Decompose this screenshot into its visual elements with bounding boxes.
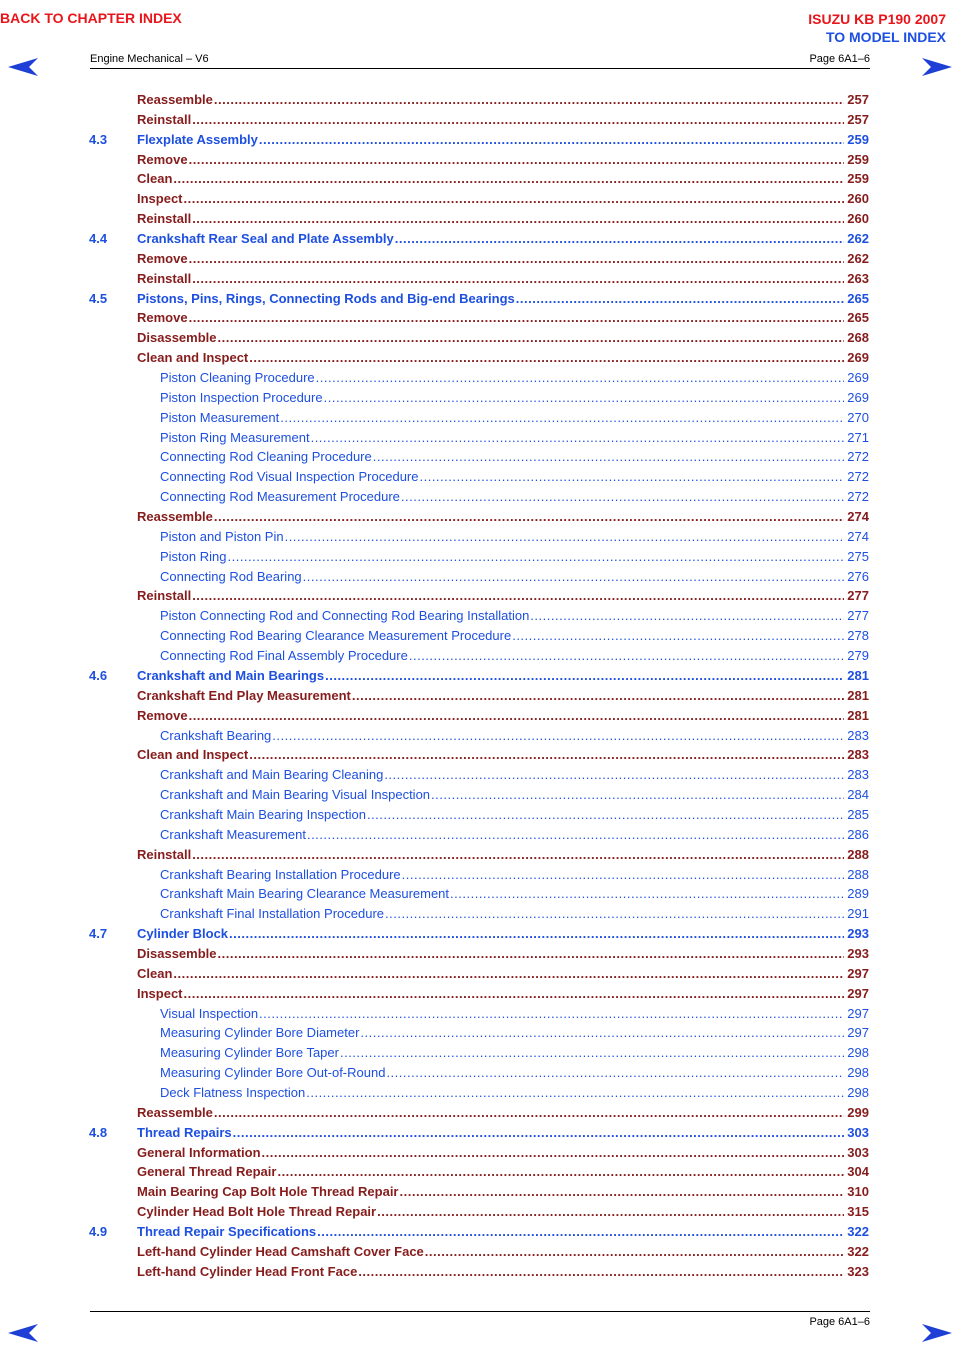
toc-entry-title[interactable]: Cylinder Block [137,924,229,944]
toc-entry-title[interactable]: Crankshaft Rear Seal and Plate Assembly [137,229,395,249]
toc-entry[interactable] [89,1043,869,1063]
toc-entry-title[interactable]: Left-hand Cylinder Head Camshaft Cover Face [137,1242,425,1262]
toc-entry[interactable] [89,825,869,845]
model-title-block [808,10,946,46]
toc-entry-title[interactable]: Piston Ring Measurement [160,428,311,448]
toc-page-number[interactable]: 291 [847,906,869,922]
toc-page-number[interactable]: 289 [847,886,869,902]
toc-page-number[interactable]: 265 [847,310,869,326]
toc-entry-title[interactable]: Reinstall [137,110,192,130]
toc-page-number[interactable]: 279 [847,648,869,664]
toc-page-number[interactable]: 288 [847,846,869,862]
toc-page-number[interactable]: 268 [847,330,869,346]
next-page-arrow-icon[interactable] [922,58,952,76]
toc-page-number[interactable]: 272 [847,489,869,505]
toc-dot-leader [272,726,844,746]
toc-section-number: 4.8 [89,1124,108,1140]
toc-entry-title[interactable]: Remove [137,249,189,269]
toc-entry[interactable] [89,924,869,944]
toc-dot-leader [325,666,844,686]
toc-dot-leader [385,904,844,924]
toc-dot-leader [360,1023,844,1043]
toc-entry[interactable] [89,447,869,467]
toc-dot-leader [173,169,844,189]
toc-entry[interactable] [89,527,869,547]
toc-dot-leader [340,1043,844,1063]
toc-page-number[interactable]: 270 [847,409,869,425]
toc-page-number[interactable]: 304 [847,1164,869,1180]
toc-dot-leader [316,368,845,388]
toc-entry-title[interactable]: Piston Connecting Rod and Connecting Rod Bearing Installation [160,606,530,626]
toc-entry-title[interactable]: Reassemble [137,1103,214,1123]
toc-page-number[interactable]: 293 [847,926,869,942]
toc-section-number: 4.6 [89,667,108,683]
table-of-contents [89,90,869,1282]
toc-dot-leader [189,308,845,328]
toc-dot-leader [218,328,845,348]
toc-entry-title[interactable]: Measuring Cylinder Bore Out-of-Round [160,1063,386,1083]
to-model-index-link[interactable]: TO MODEL INDEX [825,29,946,45]
toc-entry-title[interactable]: Piston and Piston Pin [160,527,285,547]
toc-entry-title[interactable]: Disassemble [137,328,218,348]
toc-entry[interactable] [89,805,869,825]
toc-dot-leader [189,706,845,726]
toc-dot-leader [303,567,845,587]
toc-dot-leader [189,249,845,269]
footer-divider [90,1311,870,1312]
prev-page-arrow-icon[interactable] [8,1324,38,1342]
toc-entry-title[interactable]: Reassemble [137,90,214,110]
toc-dot-leader [259,130,844,150]
toc-dot-leader [386,1063,844,1083]
toc-dot-leader [280,408,844,428]
toc-entry[interactable] [89,666,869,686]
toc-entry-title[interactable]: Visual Inspection [160,1004,259,1024]
toc-entry[interactable] [89,1023,869,1043]
toc-page-number[interactable]: 269 [847,389,869,405]
prev-page-arrow-icon[interactable] [8,58,38,76]
toc-dot-leader [401,487,844,507]
toc-page-number[interactable]: 278 [847,628,869,644]
toc-page-number[interactable]: 298 [847,1084,869,1100]
toc-dot-leader [367,805,844,825]
toc-entry-title[interactable]: Clean and Inspect [137,745,249,765]
toc-entry[interactable] [89,150,869,170]
toc-dot-leader [192,110,844,130]
toc-page-number[interactable]: 262 [847,231,869,247]
toc-entry-title[interactable]: Connecting Rod Visual Inspection Procedure [160,467,419,487]
toc-section-number: 4.7 [89,926,108,942]
toc-dot-leader [307,825,844,845]
toc-entry-title[interactable]: Pistons, Pins, Rings, Connecting Rods and Big-end Bearings [137,289,516,309]
toc-entry-title[interactable]: Piston Cleaning Procedure [160,368,316,388]
toc-dot-leader [249,745,844,765]
toc-dot-leader [311,428,845,448]
toc-dot-leader [233,1123,845,1143]
toc-page-number[interactable]: 323 [847,1263,869,1279]
toc-entry-title[interactable]: Piston Ring [160,547,227,567]
toc-page-number[interactable]: 303 [847,1144,869,1160]
toc-page-number[interactable]: 272 [847,449,869,465]
toc-page-number[interactable]: 259 [847,171,869,187]
toc-entry[interactable] [89,289,869,309]
toc-dot-leader [419,467,844,487]
toc-entry[interactable] [89,904,869,924]
next-page-arrow-icon[interactable] [922,1324,952,1342]
toc-page-number[interactable]: 269 [847,350,869,366]
back-to-chapter-index-link[interactable]: BACK TO CHAPTER INDEX [0,10,182,26]
toc-page-number[interactable]: 260 [847,191,869,207]
toc-entry[interactable] [89,586,869,606]
toc-dot-leader [431,785,844,805]
toc-entry-title[interactable]: Piston Inspection Procedure [160,388,324,408]
toc-entry[interactable] [89,328,869,348]
toc-page-number[interactable]: 262 [847,250,869,266]
toc-page-number[interactable]: 263 [847,270,869,286]
toc-dot-leader [214,90,844,110]
toc-entry-title[interactable]: Crankshaft Main Bearing Inspection [160,805,367,825]
toc-dot-leader [400,1182,845,1202]
toc-dot-leader [395,229,845,249]
toc-dot-leader [184,984,845,1004]
toc-page-number[interactable]: 265 [847,290,869,306]
toc-entry[interactable] [89,1242,869,1262]
toc-entry[interactable] [89,706,869,726]
toc-dot-leader [262,1143,845,1163]
toc-entry[interactable] [89,646,869,666]
toc-entry[interactable] [89,110,869,130]
toc-dot-leader [214,507,844,527]
toc-dot-leader [512,626,844,646]
toc-entry-title[interactable]: Thread Repairs [137,1123,233,1143]
toc-dot-leader [352,686,844,706]
toc-page-number[interactable]: 293 [847,945,869,961]
toc-entry-title[interactable]: Thread Repair Specifications [137,1222,317,1242]
toc-page-number[interactable]: 298 [847,1045,869,1061]
toc-entry-title[interactable]: Crankshaft End Play Measurement [137,686,352,706]
toc-entry-title[interactable]: Remove [137,150,189,170]
toc-section-number: 4.9 [89,1223,108,1239]
toc-dot-leader [358,1262,844,1282]
toc-section-number: 4.3 [89,131,108,147]
model-title: ISUZU KB P190 2007 [808,11,946,27]
toc-page-number[interactable]: 315 [847,1204,869,1220]
toc-entry-title[interactable]: General Information [137,1143,262,1163]
toc-entry[interactable] [89,1222,869,1242]
toc-page-number[interactable]: 257 [847,111,869,127]
toc-entry-title[interactable]: Measuring Cylinder Bore Taper [160,1043,340,1063]
header-divider [90,68,870,69]
toc-dot-leader [218,944,845,964]
toc-entry[interactable] [89,726,869,746]
toc-entry-title[interactable]: Reinstall [137,269,192,289]
toc-page-number[interactable]: 281 [847,707,869,723]
toc-dot-leader [192,269,844,289]
toc-entry[interactable] [89,1083,869,1103]
toc-dot-leader [184,189,845,209]
toc-entry[interactable] [89,606,869,626]
toc-entry-title[interactable]: Reassemble [137,507,214,527]
toc-entry-title[interactable]: Left-hand Cylinder Head Front Face [137,1262,358,1282]
toc-page-number[interactable]: 285 [847,806,869,822]
toc-page-number[interactable]: 277 [847,608,869,624]
toc-entry-title[interactable]: Connecting Rod Measurement Procedure [160,487,401,507]
toc-entry[interactable] [89,1123,869,1143]
toc-page-number[interactable]: 284 [847,787,869,803]
toc-section-number: 4.4 [89,231,108,247]
toc-entry[interactable] [89,269,869,289]
toc-entry-title[interactable]: Crankshaft and Main Bearings [137,666,325,686]
toc-entry[interactable] [89,189,869,209]
toc-entry[interactable] [89,1182,869,1202]
toc-page-number[interactable]: 281 [847,687,869,703]
toc-page-number[interactable]: 257 [847,92,869,107]
header-page-number: Page 6A1–6 [809,53,870,65]
toc-dot-leader [450,884,844,904]
toc-page-number[interactable]: 275 [847,548,869,564]
toc-dot-leader [377,1202,844,1222]
toc-page-number[interactable]: 272 [847,469,869,485]
toc-dot-leader [227,547,844,567]
toc-entry[interactable] [89,1162,869,1182]
toc-entry[interactable] [89,130,869,150]
toc-entry-title[interactable]: Crankshaft Measurement [160,825,307,845]
toc-page-number[interactable]: 260 [847,211,869,227]
toc-entry-title[interactable]: Crankshaft Bearing [160,726,272,746]
toc-page-number[interactable]: 271 [847,429,869,445]
toc-page-number[interactable]: 274 [847,509,869,525]
toc-entry-title[interactable]: Main Bearing Cap Bolt Hole Thread Repair [137,1182,400,1202]
toc-dot-leader [192,845,844,865]
toc-dot-leader [277,1162,844,1182]
toc-dot-leader [317,1222,844,1242]
toc-dot-leader [259,1004,844,1024]
toc-entry[interactable] [89,944,869,964]
toc-page-number[interactable]: 283 [847,747,869,763]
toc-entry-title[interactable]: Deck Flatness Inspection [160,1083,306,1103]
toc-entry-title[interactable]: Crankshaft Bearing Installation Procedure [160,865,402,885]
toc-dot-leader [402,865,845,885]
toc-dot-leader [229,924,844,944]
toc-page-number[interactable]: 322 [847,1243,869,1259]
toc-entry-title[interactable]: Reinstall [137,845,192,865]
toc-dot-leader [530,606,844,626]
toc-page-number[interactable]: 322 [847,1223,869,1239]
toc-entry-title[interactable]: Inspect [137,189,184,209]
toc-entry-title[interactable]: Clean and Inspect [137,348,249,368]
toc-entry-title[interactable]: General Thread Repair [137,1162,277,1182]
toc-entry[interactable] [89,984,869,1004]
toc-page-number[interactable]: 259 [847,131,869,147]
toc-entry[interactable] [89,626,869,646]
toc-entry[interactable] [89,507,869,527]
toc-entry-title[interactable]: Measuring Cylinder Bore Diameter [160,1023,360,1043]
toc-entry-title[interactable]: Clean [137,964,173,984]
toc-entry-title[interactable]: Connecting Rod Bearing Clearance Measurement Procedure [160,626,512,646]
toc-dot-leader [192,586,844,606]
toc-entry-title[interactable]: Crankshaft Main Bearing Clearance Measurement [160,884,450,904]
toc-dot-leader [306,1083,844,1103]
toc-entry-title[interactable]: Crankshaft and Main Bearing Visual Inspection [160,785,431,805]
toc-entry-title[interactable]: Piston Measurement [160,408,280,428]
toc-entry[interactable] [89,1063,869,1083]
toc-entry[interactable] [89,964,869,984]
toc-entry[interactable] [89,884,869,904]
toc-dot-leader [249,348,844,368]
toc-page-number[interactable]: 283 [847,767,869,783]
toc-dot-leader [384,765,844,785]
toc-entry-title[interactable]: Remove [137,706,189,726]
toc-entry[interactable] [89,1103,869,1123]
toc-entry[interactable] [89,348,869,368]
toc-entry[interactable] [89,1202,869,1222]
toc-entry-title[interactable]: Reinstall [137,586,192,606]
toc-entry[interactable] [89,487,869,507]
toc-entry-title[interactable]: Disassemble [137,944,218,964]
toc-entry[interactable] [89,1004,869,1024]
toc-entry-title[interactable]: Connecting Rod Final Assembly Procedure [160,646,409,666]
toc-dot-leader [516,289,845,309]
toc-section-number: 4.5 [89,290,108,306]
toc-page-number[interactable]: 310 [847,1184,869,1200]
toc-entry[interactable] [89,1262,869,1282]
toc-page-number[interactable]: 277 [847,588,869,604]
toc-entry[interactable] [89,169,869,189]
toc-dot-leader [189,150,845,170]
toc-entry-title[interactable]: Remove [137,308,189,328]
toc-page-number[interactable]: 298 [847,1065,869,1081]
toc-entry-title[interactable]: Clean [137,169,173,189]
toc-entry[interactable] [89,567,869,587]
toc-dot-leader [409,646,844,666]
toc-dot-leader [192,209,844,229]
toc-dot-leader [173,964,844,984]
toc-page-number[interactable]: 269 [847,370,869,386]
toc-entry-title[interactable]: Crankshaft and Main Bearing Cleaning [160,765,384,785]
toc-entry-title[interactable]: Reinstall [137,209,192,229]
toc-page-number[interactable]: 286 [847,826,869,842]
toc-entry[interactable] [89,1143,869,1163]
toc-page-number[interactable]: 281 [847,667,869,683]
toc-entry-title[interactable]: Connecting Rod Cleaning Procedure [160,447,373,467]
toc-entry-title[interactable]: Crankshaft Final Installation Procedure [160,904,385,924]
toc-entry[interactable] [89,388,869,408]
toc-entry[interactable] [89,368,869,388]
toc-entry[interactable] [89,408,869,428]
toc-entry[interactable] [89,209,869,229]
toc-page-number[interactable]: 274 [847,528,869,544]
toc-entry[interactable] [89,845,869,865]
toc-entry[interactable] [89,547,869,567]
footer-page-number: Page 6A1–6 [809,1316,870,1328]
toc-entry[interactable] [89,428,869,448]
toc-entry[interactable] [89,686,869,706]
toc-page-number[interactable]: 283 [847,727,869,743]
toc-page-number[interactable]: 303 [847,1124,869,1140]
toc-entry-title[interactable]: Cylinder Head Bolt Hole Thread Repair [137,1202,377,1222]
toc-entry[interactable] [89,249,869,269]
toc-entry[interactable] [89,865,869,885]
toc-dot-leader [373,447,845,467]
toc-page-number[interactable]: 276 [847,568,869,584]
toc-entry[interactable] [89,467,869,487]
toc-dot-leader [214,1103,844,1123]
toc-entry[interactable] [89,308,869,328]
toc-dot-leader [425,1242,845,1262]
toc-entry[interactable] [89,765,869,785]
toc-page-number[interactable]: 259 [847,151,869,167]
toc-entry-title[interactable]: Inspect [137,984,184,1004]
toc-page-number[interactable]: 297 [847,965,869,981]
toc-page-number[interactable]: 288 [847,866,869,882]
header-chapter-title: Engine Mechanical – V6 [90,53,209,65]
toc-entry[interactable] [89,745,869,765]
toc-page-number[interactable]: 299 [847,1104,869,1120]
toc-entry-title[interactable]: Connecting Rod Bearing [160,567,303,587]
toc-entry[interactable] [89,229,869,249]
toc-entry[interactable] [89,785,869,805]
toc-page-number[interactable]: 297 [847,985,869,1001]
toc-page-number[interactable]: 297 [847,1025,869,1041]
toc-dot-leader [285,527,845,547]
toc-entry[interactable] [89,90,869,110]
toc-dot-leader [324,388,845,408]
toc-page-number[interactable]: 297 [847,1005,869,1021]
toc-entry-title[interactable]: Flexplate Assembly [137,130,259,150]
